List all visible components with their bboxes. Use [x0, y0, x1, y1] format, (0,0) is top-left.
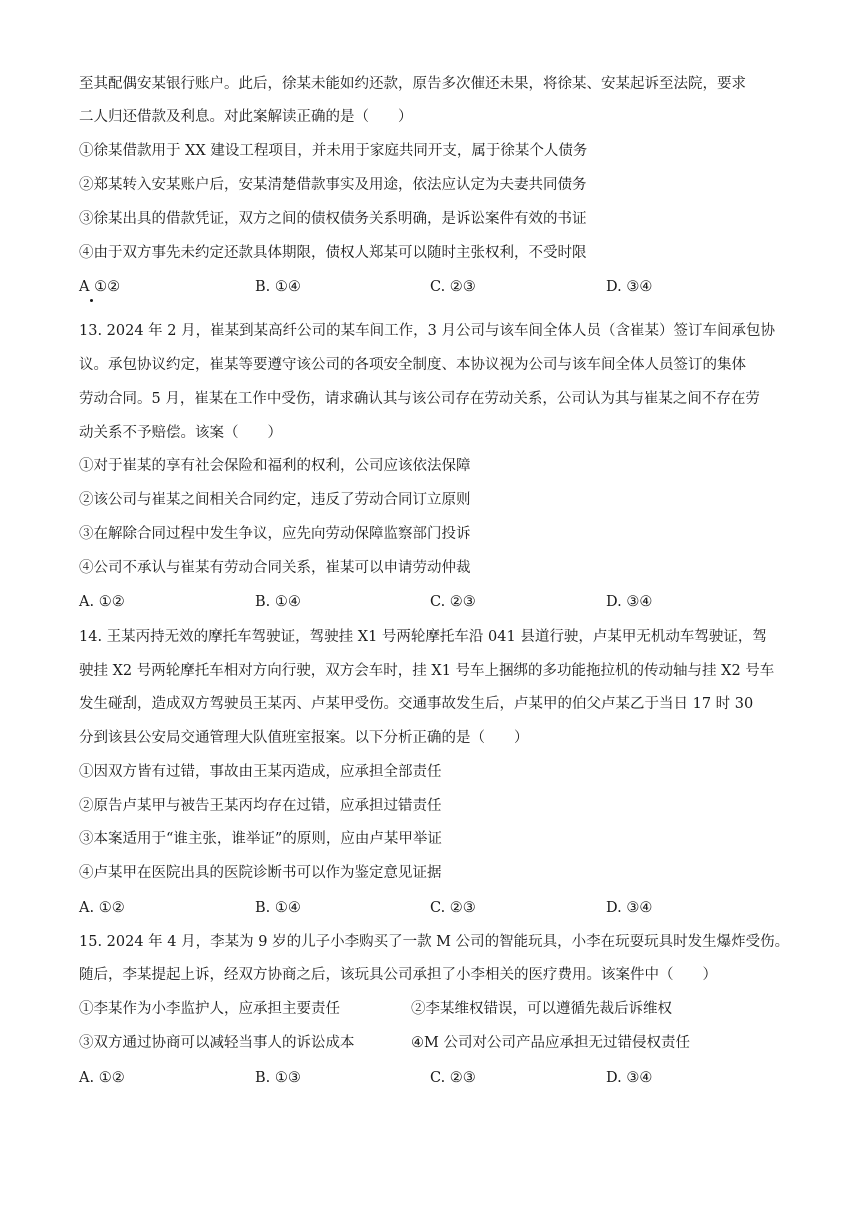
q15-statement-1: ①李某作为小李监护人，应承担主要责任	[79, 1001, 340, 1017]
q13-statement-1: ①对于崔某的享有社会保险和福利的权利，公司应该依法保障	[79, 458, 471, 474]
q13-stem-line-1: 13. 2024 年 2 月，崔某到某高纤公司的某车间工作，3 月公司与该车间全体人员（含崔某）签订车间承包协	[79, 323, 775, 339]
q12-option-a[interactable]: A ①②	[79, 279, 121, 295]
q14-options	[79, 898, 791, 918]
option-a-dot-mark	[90, 299, 93, 302]
q13-option-d[interactable]: D. ③④	[606, 594, 653, 610]
q15-option-c[interactable]: C. ②③	[430, 1070, 476, 1086]
q15-statements-row-1	[79, 999, 791, 1019]
q14-statement-2: ②原告卢某甲与被告王某丙均存在过错，应承担过错责任	[79, 798, 442, 814]
q13-statement-3: ③在解除合同过程中发生争议，应先向劳动保障监察部门投诉	[79, 526, 471, 542]
q12-statement-3: ③徐某出具的借款凭证，双方之间的债权债务关系明确，是诉讼案件有效的书证	[79, 211, 587, 227]
q15-statement-4: ④M 公司对公司产品应承担无过错侵权责任	[411, 1035, 690, 1051]
q14-stem-line-3: 发生碰刮，造成双方驾驶员王某丙、卢某甲受伤。交通事故发生后，卢某甲的伯父卢某乙于当日 17 时 30	[79, 696, 754, 712]
q12-statement-1: ①徐某借款用于 XX 建设工程项目，并未用于家庭共同开支，属于徐某个人债务	[79, 143, 588, 159]
q13-option-c[interactable]: C. ②③	[430, 594, 476, 610]
q15-stem-line-2: 随后，李某提起上诉，经双方协商之后，该玩具公司承担了小李相关的医疗费用。该案件中（ ）	[79, 967, 717, 983]
q15-option-a[interactable]: A. ①②	[79, 1070, 125, 1086]
q14-option-c[interactable]: C. ②③	[430, 900, 476, 916]
q14-option-d[interactable]: D. ③④	[606, 900, 653, 916]
q12-statement-2: ②郑某转入安某账户后，安某清楚借款事实及用途，依法应认定为夫妻共同债务	[79, 177, 587, 193]
q13-statement-2: ②该公司与崔某之间相关合同约定，违反了劳动合同订立原则	[79, 492, 471, 508]
q12-stem-line-1: 至其配偶安某银行账户。此后，徐某未能如约还款，原告多次催还未果，将徐某、安某起诉至法院，要求	[79, 76, 746, 92]
q13-option-a[interactable]: A. ①②	[79, 594, 125, 610]
q15-option-d[interactable]: D. ③④	[606, 1070, 653, 1086]
q13-stem-line-4: 动关系不予赔偿。该案（ ）	[79, 425, 282, 441]
q13-option-b[interactable]: B. ①④	[255, 594, 301, 610]
q15-statement-3: ③双方通过协商可以减轻当事人的诉讼成本	[79, 1035, 355, 1051]
q12-option-b[interactable]: B. ①④	[255, 279, 301, 295]
q12-option-d[interactable]: D. ③④	[606, 279, 653, 295]
q14-stem-line-2: 驶挂 X2 号两轮摩托车相对方向行驶，双方会车时，挂 X1 号车上捆绑的多功能拖拉机的传动轴与挂 X2 号车	[79, 663, 775, 679]
q15-option-b[interactable]: B. ①③	[255, 1070, 301, 1086]
q13-options	[79, 592, 791, 612]
q15-stem-line-1: 15. 2024 年 4 月，李某为 9 岁的儿子小李购买了一款 M 公司的智能玩具，小李在玩耍玩具时发生爆炸受伤。	[79, 934, 790, 950]
q15-statement-2: ②李某维权错误，可以遵循先裁后诉维权	[411, 1001, 672, 1017]
q13-stem-line-3: 劳动合同。5 月，崔某在工作中受伤，请求确认其与该公司存在劳动关系，公司认为其与崔某之间不存在劳	[79, 391, 760, 407]
q13-stem-line-2: 议。承包协议约定，崔某等要遵守该公司的各项安全制度、本协议视为公司与该车间全体人员签订的集体	[79, 357, 746, 373]
q15-statements-row-2	[79, 1033, 791, 1053]
q14-statement-1: ①因双方皆有过错，事故由王某丙造成，应承担全部责任	[79, 764, 442, 780]
q13-statement-4: ④公司不承认与崔某有劳动合同关系，崔某可以申请劳动仲裁	[79, 560, 471, 576]
q14-option-b[interactable]: B. ①④	[255, 900, 301, 916]
q14-option-a[interactable]: A. ①②	[79, 900, 125, 916]
q14-stem-line-4: 分到该县公安局交通管理大队值班室报案。以下分析正确的是（ ）	[79, 730, 529, 746]
q14-statement-4: ④卢某甲在医院出具的医院诊断书可以作为鉴定意见证据	[79, 865, 442, 881]
q14-statement-3: ③本案适用于“谁主张，谁举证”的原则，应由卢某甲举证	[79, 831, 442, 847]
q12-statement-4: ④由于双方事先未约定还款具体期限，债权人郑某可以随时主张权利，不受时限	[79, 245, 587, 261]
q12-option-c[interactable]: C. ②③	[430, 279, 476, 295]
q12-stem-line-2: 二人归还借款及利息。对此案解读正确的是（ ）	[79, 109, 413, 125]
q12-options	[79, 277, 791, 297]
q14-stem-line-1: 14. 王某丙持无效的摩托车驾驶证，驾驶挂 X1 号两轮摩托车沿 041 县道行驶，卢某甲无机动车驾驶证，驾	[79, 629, 767, 645]
q15-options	[79, 1068, 791, 1088]
